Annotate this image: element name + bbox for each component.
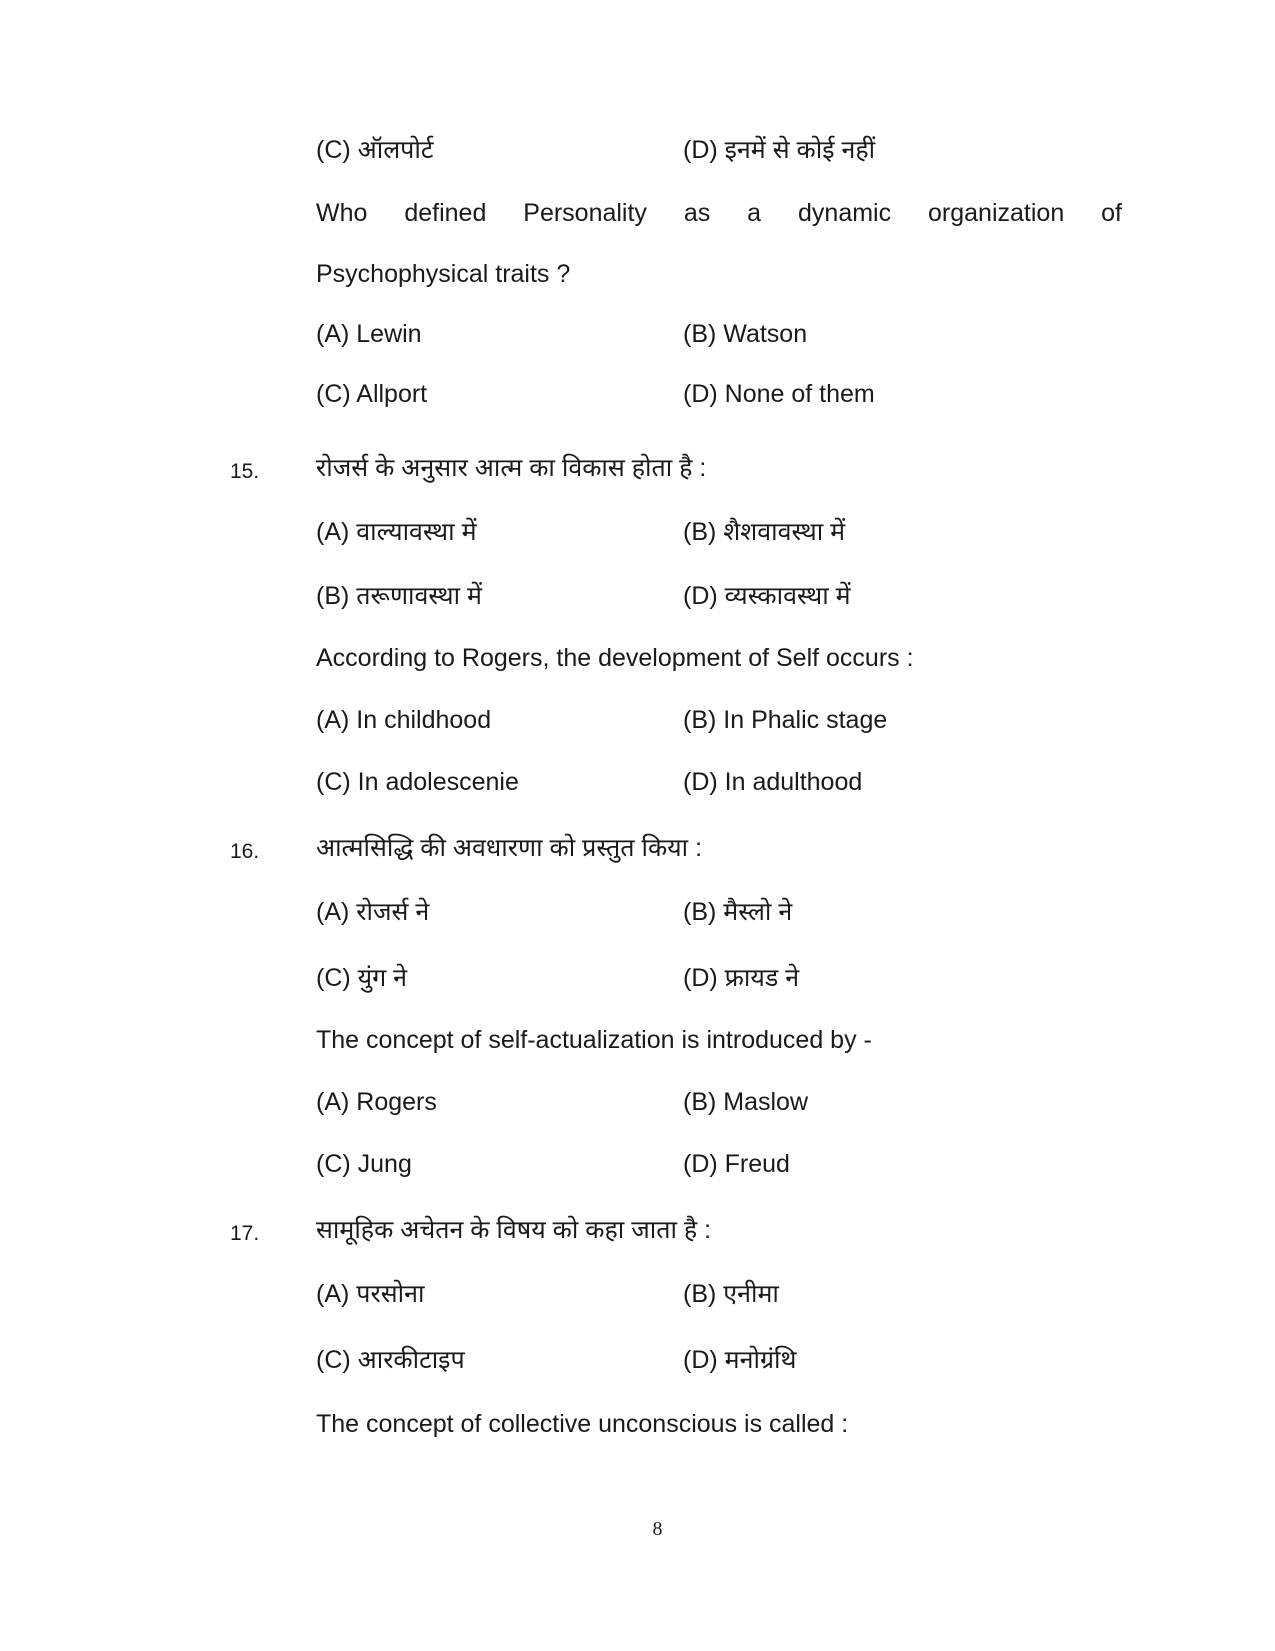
- q14-option-c: (C) Allport: [316, 380, 428, 408]
- q17-question-english: The concept of collective unconscious is called :: [316, 1410, 849, 1438]
- q16-option-c: (C) Jung: [316, 1150, 412, 1178]
- q14-option-d: (D) None of them: [683, 380, 875, 408]
- q15-question-english: According to Rogers, the development of Self occurs :: [316, 644, 914, 672]
- q15-option-b-hindi: (B) शैशवावस्था में: [683, 518, 846, 546]
- q16-option-a-hindi: (A) रोजर्स ने: [316, 898, 430, 926]
- q15-number: 15.: [230, 460, 260, 483]
- q15-option-c-hindi: (B) तरूणावस्था में: [316, 582, 482, 610]
- q14-option-d-hindi: (D) इनमें से कोई नहीं: [683, 136, 876, 164]
- q16-option-c-hindi: (C) युंग ने: [316, 964, 408, 992]
- q14-option-a: (A) Lewin: [316, 320, 422, 348]
- q17-option-c-hindi: (C) आरकीटाइप: [316, 1346, 465, 1374]
- q15-question-hindi: रोजर्स के अनुसार आत्म का विकास होता है :: [316, 454, 707, 482]
- q14-question-english-line2: Psychophysical traits ?: [316, 260, 571, 288]
- q16-option-a: (A) Rogers: [316, 1088, 437, 1116]
- q17-option-a-hindi: (A) परसोना: [316, 1280, 425, 1308]
- q16-number: 16.: [230, 840, 260, 863]
- q15-option-a-hindi: (A) वाल्यावस्था में: [316, 518, 477, 546]
- q14-option-b: (B) Watson: [683, 320, 808, 348]
- q17-number: 17.: [230, 1222, 260, 1245]
- q16-option-d-hindi: (D) फ्रायड ने: [683, 964, 800, 992]
- q14-option-c-hindi: (C) ऑलपोर्ट: [316, 136, 434, 164]
- q17-option-b-hindi: (B) एनीमा: [683, 1280, 779, 1308]
- page-number: 8: [652, 1518, 663, 1540]
- q15-option-d: (D) In adulthood: [683, 768, 863, 796]
- q14-question-english-line1: Who defined Personality as a dynamic organization of: [316, 199, 1122, 227]
- q16-question-english: The concept of self-actualization is introduced by -: [316, 1026, 872, 1054]
- q16-option-d: (D) Freud: [683, 1150, 790, 1178]
- q16-question-hindi: आत्मसिद्धि की अवधारणा को प्रस्तुत किया :: [316, 834, 703, 862]
- q15-option-b: (B) In Phalic stage: [683, 706, 888, 734]
- q17-question-hindi: सामूहिक अचेतन के विषय को कहा जाता है :: [316, 1216, 712, 1244]
- q16-option-b: (B) Maslow: [683, 1088, 809, 1116]
- q15-option-a: (A) In childhood: [316, 706, 492, 734]
- q15-option-c: (C) In adolescenie: [316, 768, 519, 796]
- q16-option-b-hindi: (B) मैस्लो ने: [683, 898, 793, 926]
- q15-option-d-hindi: (D) व्यस्कावस्था में: [683, 582, 851, 610]
- q17-option-d-hindi: (D) मनोग्रंथि: [683, 1346, 797, 1374]
